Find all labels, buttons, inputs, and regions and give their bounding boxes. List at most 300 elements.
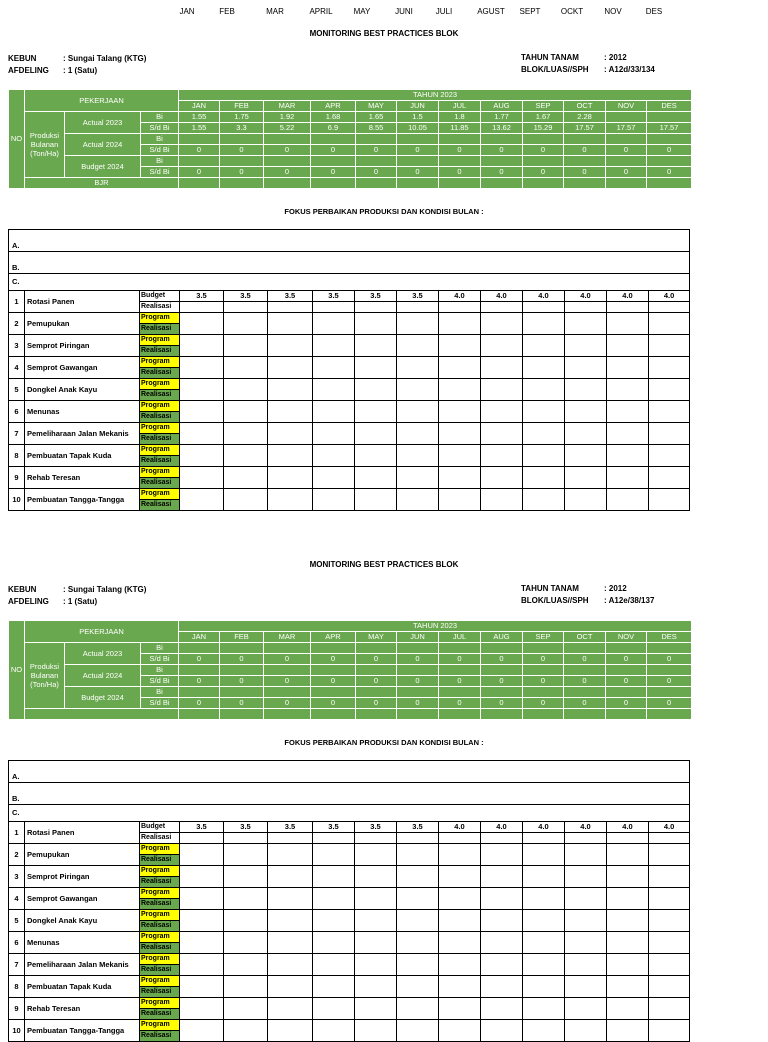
plan-cell[interactable] (397, 976, 439, 998)
fokus-row[interactable] (9, 252, 690, 274)
plan-cell[interactable] (268, 335, 313, 357)
plan-cell[interactable] (355, 844, 397, 866)
plan-cell[interactable] (649, 379, 690, 401)
bi-value (564, 134, 606, 145)
realisasi-label: Realisasi (140, 877, 180, 888)
realisasi-cell[interactable] (397, 302, 439, 313)
plan-cell[interactable] (268, 1020, 313, 1042)
plan-cell[interactable] (224, 489, 268, 511)
plan-cell[interactable] (565, 423, 607, 445)
plan-cell[interactable] (180, 445, 224, 467)
realisasi-cell[interactable] (313, 302, 355, 313)
realisasi-cell[interactable] (523, 302, 565, 313)
plan-cell[interactable] (439, 932, 481, 954)
plan-cell[interactable] (607, 932, 649, 954)
plan-cell[interactable] (268, 932, 313, 954)
plan-cell[interactable] (439, 335, 481, 357)
plan-cell[interactable] (607, 445, 649, 467)
plan-cell[interactable] (649, 998, 690, 1020)
fokus-row[interactable] (9, 274, 690, 291)
plan-cell[interactable] (313, 844, 355, 866)
plan-cell[interactable] (313, 467, 355, 489)
plan-cell[interactable] (523, 313, 565, 335)
plan-cell[interactable] (224, 844, 268, 866)
plan-cell[interactable] (565, 357, 607, 379)
plan-cell[interactable] (180, 844, 224, 866)
plan-cell[interactable]: 3.5 (313, 291, 355, 302)
plan-cell[interactable] (313, 932, 355, 954)
plan-cell[interactable] (607, 423, 649, 445)
plan-cell[interactable] (439, 910, 481, 932)
plan-cell[interactable] (523, 844, 565, 866)
plan-cell[interactable] (313, 313, 355, 335)
plan-cell[interactable] (180, 423, 224, 445)
plan-cell[interactable]: 4.0 (565, 291, 607, 302)
plan-cell[interactable] (565, 335, 607, 357)
plan-cell[interactable] (439, 954, 481, 976)
activity-number: 9 (9, 998, 25, 1020)
plan-cell[interactable] (607, 954, 649, 976)
plan-cell[interactable] (313, 357, 355, 379)
fokus-row[interactable] (9, 805, 690, 822)
plan-cell[interactable] (523, 954, 565, 976)
plan-cell[interactable]: 3.5 (355, 291, 397, 302)
plan-cell[interactable] (180, 866, 224, 888)
realisasi-cell[interactable] (565, 302, 607, 313)
plan-cell[interactable] (607, 866, 649, 888)
plan-cell[interactable] (649, 932, 690, 954)
plan-cell[interactable] (565, 954, 607, 976)
plan-cell[interactable] (397, 379, 439, 401)
plan-cell[interactable] (649, 467, 690, 489)
plan-cell[interactable] (224, 998, 268, 1020)
realisasi-cell[interactable] (439, 302, 481, 313)
plan-cell[interactable]: 4.0 (565, 822, 607, 833)
month-header: NOV (606, 101, 647, 112)
realisasi-cell[interactable] (481, 302, 523, 313)
plan-cell[interactable] (224, 1020, 268, 1042)
plan-cell[interactable] (268, 888, 313, 910)
bjr-value (356, 178, 397, 189)
plan-cell[interactable] (565, 932, 607, 954)
plan-cell[interactable] (523, 335, 565, 357)
bi-value: 1.75 (220, 112, 264, 123)
plan-cell[interactable] (481, 866, 523, 888)
plan-cell[interactable] (481, 844, 523, 866)
plan-cell[interactable] (565, 379, 607, 401)
sdbi-value: 0 (606, 145, 647, 156)
plan-cell[interactable] (439, 976, 481, 998)
plan-cell[interactable] (180, 932, 224, 954)
plan-cell[interactable] (565, 910, 607, 932)
plan-cell[interactable] (523, 445, 565, 467)
plan-cell[interactable] (313, 888, 355, 910)
sdbi-value: 0 (311, 676, 356, 687)
plan-cell[interactable] (523, 379, 565, 401)
plan-cell[interactable] (355, 910, 397, 932)
plan-cell[interactable] (439, 445, 481, 467)
plan-cell[interactable] (481, 932, 523, 954)
plan-cell[interactable] (649, 844, 690, 866)
plan-cell[interactable] (439, 313, 481, 335)
plan-cell[interactable] (439, 844, 481, 866)
plan-cell[interactable] (313, 423, 355, 445)
plan-cell[interactable] (268, 976, 313, 998)
plan-cell[interactable]: 3.5 (355, 822, 397, 833)
plan-cell[interactable] (180, 998, 224, 1020)
plan-cell[interactable] (481, 910, 523, 932)
top-month-label: JAN (179, 7, 195, 16)
realisasi-cell[interactable] (607, 302, 649, 313)
plan-cell[interactable] (649, 313, 690, 335)
plan-cell[interactable] (523, 976, 565, 998)
plan-cell[interactable] (481, 467, 523, 489)
plan-cell[interactable] (481, 379, 523, 401)
plan-cell[interactable] (439, 998, 481, 1020)
realisasi-cell[interactable] (649, 302, 690, 313)
plan-cell[interactable] (397, 954, 439, 976)
plan-cell[interactable] (355, 335, 397, 357)
sdbi-value: 6.9 (311, 123, 356, 134)
plan-cell[interactable] (565, 445, 607, 467)
plan-cell[interactable] (565, 844, 607, 866)
plan-cell[interactable] (523, 932, 565, 954)
bi-value: 1.77 (481, 112, 523, 123)
realisasi-cell[interactable] (565, 833, 607, 844)
plan-cell[interactable] (523, 998, 565, 1020)
realisasi-cell[interactable] (439, 833, 481, 844)
plan-cell[interactable] (649, 423, 690, 445)
plan-cell[interactable] (397, 1020, 439, 1042)
plan-cell[interactable] (397, 357, 439, 379)
plan-cell[interactable] (180, 357, 224, 379)
plan-cell[interactable] (355, 1020, 397, 1042)
plan-cell[interactable] (565, 998, 607, 1020)
plan-cell[interactable] (607, 379, 649, 401)
sdbi-value: 0 (179, 654, 220, 665)
plan-cell[interactable] (397, 313, 439, 335)
plan-cell[interactable]: 4.0 (523, 291, 565, 302)
plan-cell[interactable] (224, 423, 268, 445)
plan-cell[interactable] (180, 335, 224, 357)
plan-cell[interactable]: 3.5 (180, 822, 224, 833)
plan-cell[interactable] (481, 313, 523, 335)
plan-cell[interactable] (313, 866, 355, 888)
plan-cell[interactable] (649, 335, 690, 357)
plan-cell[interactable] (439, 401, 481, 423)
plan-cell[interactable] (180, 888, 224, 910)
plan-cell[interactable] (180, 910, 224, 932)
plan-cell[interactable] (607, 467, 649, 489)
realisasi-cell[interactable] (397, 833, 439, 844)
plan-cell[interactable] (607, 401, 649, 423)
plan-cell[interactable] (355, 976, 397, 998)
realisasi-cell[interactable] (268, 833, 313, 844)
plan-cell[interactable] (439, 866, 481, 888)
fokus-row[interactable] (9, 783, 690, 805)
plan-cell[interactable] (355, 357, 397, 379)
plan-cell[interactable] (649, 910, 690, 932)
plan-cell[interactable] (355, 445, 397, 467)
fokus-row[interactable] (9, 761, 690, 783)
activity-row (9, 445, 690, 456)
plan-cell[interactable] (355, 954, 397, 976)
plan-cell[interactable] (607, 357, 649, 379)
plan-cell[interactable] (224, 357, 268, 379)
bi-value (647, 112, 692, 123)
plan-cell[interactable]: 3.5 (268, 291, 313, 302)
plan-cell[interactable] (180, 976, 224, 998)
plan-cell[interactable] (268, 467, 313, 489)
plan-cell[interactable] (523, 357, 565, 379)
plan-cell[interactable] (523, 888, 565, 910)
plan-cell[interactable]: 3.5 (397, 822, 439, 833)
realisasi-cell[interactable] (607, 833, 649, 844)
plan-cell[interactable] (355, 467, 397, 489)
plan-cell[interactable] (268, 954, 313, 976)
plan-cell[interactable] (607, 976, 649, 998)
plan-cell[interactable] (523, 1020, 565, 1042)
plan-cell[interactable] (607, 910, 649, 932)
realisasi-cell[interactable] (180, 302, 224, 313)
plan-cell[interactable] (607, 888, 649, 910)
plan-cell[interactable] (397, 467, 439, 489)
plan-cell[interactable] (268, 998, 313, 1020)
realisasi-cell[interactable] (180, 833, 224, 844)
plan-cell[interactable] (607, 335, 649, 357)
plan-cell[interactable] (268, 401, 313, 423)
plan-cell[interactable] (313, 445, 355, 467)
plan-cell[interactable] (268, 379, 313, 401)
plan-cell[interactable] (481, 335, 523, 357)
realisasi-cell[interactable] (355, 833, 397, 844)
plan-cell[interactable] (355, 489, 397, 511)
plan-cell[interactable] (565, 467, 607, 489)
plan-cell[interactable] (481, 1020, 523, 1042)
plan-cell[interactable]: 4.0 (649, 291, 690, 302)
plan-cell[interactable] (649, 401, 690, 423)
plan-cell[interactable] (565, 888, 607, 910)
plan-cell[interactable] (180, 313, 224, 335)
bi-value (220, 665, 264, 676)
plan-cell[interactable] (224, 379, 268, 401)
plan-cell[interactable]: 3.5 (224, 291, 268, 302)
plan-cell[interactable] (607, 1020, 649, 1042)
plan-cell[interactable]: 4.0 (481, 291, 523, 302)
plan-cell[interactable] (355, 313, 397, 335)
plan-cell[interactable]: 4.0 (439, 822, 481, 833)
activity-row (9, 489, 690, 500)
realisasi-cell[interactable] (224, 833, 268, 844)
activity-row (9, 866, 690, 877)
plan-cell[interactable] (224, 954, 268, 976)
plan-cell[interactable] (224, 335, 268, 357)
sdbi-label: S/d Bi (141, 654, 179, 665)
month-header: OCT (564, 101, 606, 112)
plan-cell[interactable] (523, 866, 565, 888)
sdbi-value: 5.22 (264, 123, 311, 134)
plan-cell[interactable] (481, 954, 523, 976)
plan-cell[interactable] (355, 932, 397, 954)
plan-cell[interactable] (268, 423, 313, 445)
realisasi-cell[interactable] (523, 833, 565, 844)
plan-cell[interactable] (268, 357, 313, 379)
plan-cell[interactable] (313, 976, 355, 998)
plan-cell[interactable] (313, 489, 355, 511)
realisasi-cell[interactable] (268, 302, 313, 313)
plan-cell[interactable] (649, 1020, 690, 1042)
fokus-row[interactable] (9, 230, 690, 252)
plan-cell[interactable] (224, 888, 268, 910)
plan-cell[interactable] (313, 379, 355, 401)
plan-cell[interactable] (523, 401, 565, 423)
plan-cell[interactable] (523, 489, 565, 511)
plan-cell[interactable]: 4.0 (523, 822, 565, 833)
plan-cell[interactable] (397, 866, 439, 888)
plan-cell[interactable] (607, 998, 649, 1020)
plan-cell[interactable] (224, 866, 268, 888)
plan-cell[interactable]: 4.0 (607, 822, 649, 833)
plan-cell[interactable] (649, 976, 690, 998)
plan-cell[interactable] (565, 976, 607, 998)
plan-cell[interactable] (355, 401, 397, 423)
plan-cell[interactable] (397, 423, 439, 445)
plan-cell[interactable] (397, 844, 439, 866)
realisasi-cell[interactable] (224, 302, 268, 313)
plan-cell[interactable] (268, 313, 313, 335)
plan-cell[interactable]: 4.0 (607, 291, 649, 302)
plan-cell[interactable] (268, 489, 313, 511)
plan-cell[interactable] (649, 866, 690, 888)
plan-cell[interactable] (397, 489, 439, 511)
plan-cell[interactable] (481, 357, 523, 379)
plan-cell[interactable] (481, 445, 523, 467)
plan-cell[interactable] (439, 423, 481, 445)
plan-cell[interactable]: 3.5 (313, 822, 355, 833)
plan-cell[interactable] (180, 1020, 224, 1042)
plan-cell[interactable] (268, 910, 313, 932)
plan-cell[interactable] (565, 313, 607, 335)
plan-cell[interactable] (481, 888, 523, 910)
plan-cell[interactable] (313, 910, 355, 932)
sdbi-value: 0 (264, 654, 311, 665)
plan-cell[interactable] (313, 954, 355, 976)
plan-cell[interactable] (397, 888, 439, 910)
plan-cell[interactable] (649, 888, 690, 910)
plan-cell[interactable] (180, 467, 224, 489)
sdbi-value: 0 (356, 698, 397, 709)
plan-cell[interactable] (439, 489, 481, 511)
plan-cell[interactable] (649, 357, 690, 379)
plan-cell[interactable] (268, 844, 313, 866)
plan-cell[interactable] (397, 445, 439, 467)
plan-cell[interactable] (355, 998, 397, 1020)
plan-cell[interactable] (355, 866, 397, 888)
plan-cell[interactable]: 3.5 (224, 822, 268, 833)
plan-cell[interactable] (565, 866, 607, 888)
plan-cell[interactable] (397, 335, 439, 357)
plan-cell[interactable]: 3.5 (397, 291, 439, 302)
plan-cell[interactable] (180, 379, 224, 401)
plan-cell[interactable] (224, 445, 268, 467)
plan-cell[interactable] (481, 976, 523, 998)
plan-cell[interactable] (439, 379, 481, 401)
plan-cell[interactable]: 3.5 (268, 822, 313, 833)
plan-cell[interactable] (313, 401, 355, 423)
plan-cell[interactable] (565, 401, 607, 423)
plan-cell[interactable] (439, 888, 481, 910)
plan-cell[interactable] (649, 954, 690, 976)
plan-cell[interactable] (481, 489, 523, 511)
realisasi-label: Realisasi (140, 1009, 180, 1020)
plan-cell[interactable]: 4.0 (439, 291, 481, 302)
plan-cell[interactable] (607, 844, 649, 866)
plan-cell[interactable] (397, 998, 439, 1020)
plan-cell[interactable] (180, 489, 224, 511)
sdbi-value: 0 (179, 676, 220, 687)
plan-cell[interactable] (397, 401, 439, 423)
plan-cell[interactable] (481, 401, 523, 423)
plan-cell[interactable] (355, 888, 397, 910)
realisasi-cell[interactable] (355, 302, 397, 313)
plan-cell[interactable] (481, 423, 523, 445)
plan-cell[interactable] (523, 423, 565, 445)
plan-cell[interactable] (268, 866, 313, 888)
plan-cell[interactable] (565, 489, 607, 511)
plan-cell[interactable] (607, 489, 649, 511)
plan-cell[interactable] (224, 313, 268, 335)
activities-table (8, 760, 690, 1042)
plan-cell[interactable] (523, 467, 565, 489)
plan-cell[interactable] (313, 1020, 355, 1042)
plan-cell[interactable]: 3.5 (180, 291, 224, 302)
plan-cell[interactable] (224, 932, 268, 954)
plan-cell[interactable] (180, 954, 224, 976)
plan-cell[interactable] (481, 998, 523, 1020)
plan-cell[interactable] (397, 932, 439, 954)
realisasi-cell[interactable] (481, 833, 523, 844)
realisasi-cell[interactable] (313, 833, 355, 844)
activity-row (9, 379, 690, 390)
realisasi-cell[interactable] (649, 833, 690, 844)
plan-cell[interactable] (313, 335, 355, 357)
plan-label: Program (140, 910, 180, 921)
plan-cell[interactable] (313, 998, 355, 1020)
plan-cell[interactable] (180, 401, 224, 423)
plan-cell[interactable] (649, 445, 690, 467)
plan-cell[interactable] (523, 910, 565, 932)
plan-cell[interactable] (439, 1020, 481, 1042)
plan-cell[interactable] (355, 423, 397, 445)
plan-cell[interactable]: 4.0 (649, 822, 690, 833)
plan-cell[interactable] (397, 910, 439, 932)
plan-cell[interactable] (224, 467, 268, 489)
plan-cell[interactable] (607, 313, 649, 335)
plan-cell[interactable] (224, 976, 268, 998)
plan-cell[interactable]: 4.0 (481, 822, 523, 833)
plan-cell[interactable] (439, 357, 481, 379)
bi-value (647, 687, 692, 698)
plan-cell[interactable] (439, 467, 481, 489)
plan-cell[interactable] (268, 445, 313, 467)
plan-cell[interactable] (224, 401, 268, 423)
plan-cell[interactable] (565, 1020, 607, 1042)
plan-cell[interactable] (649, 489, 690, 511)
bi-value: 1.68 (311, 112, 356, 123)
month-header: OCT (564, 632, 606, 643)
plan-cell[interactable] (355, 379, 397, 401)
plan-cell[interactable] (224, 910, 268, 932)
